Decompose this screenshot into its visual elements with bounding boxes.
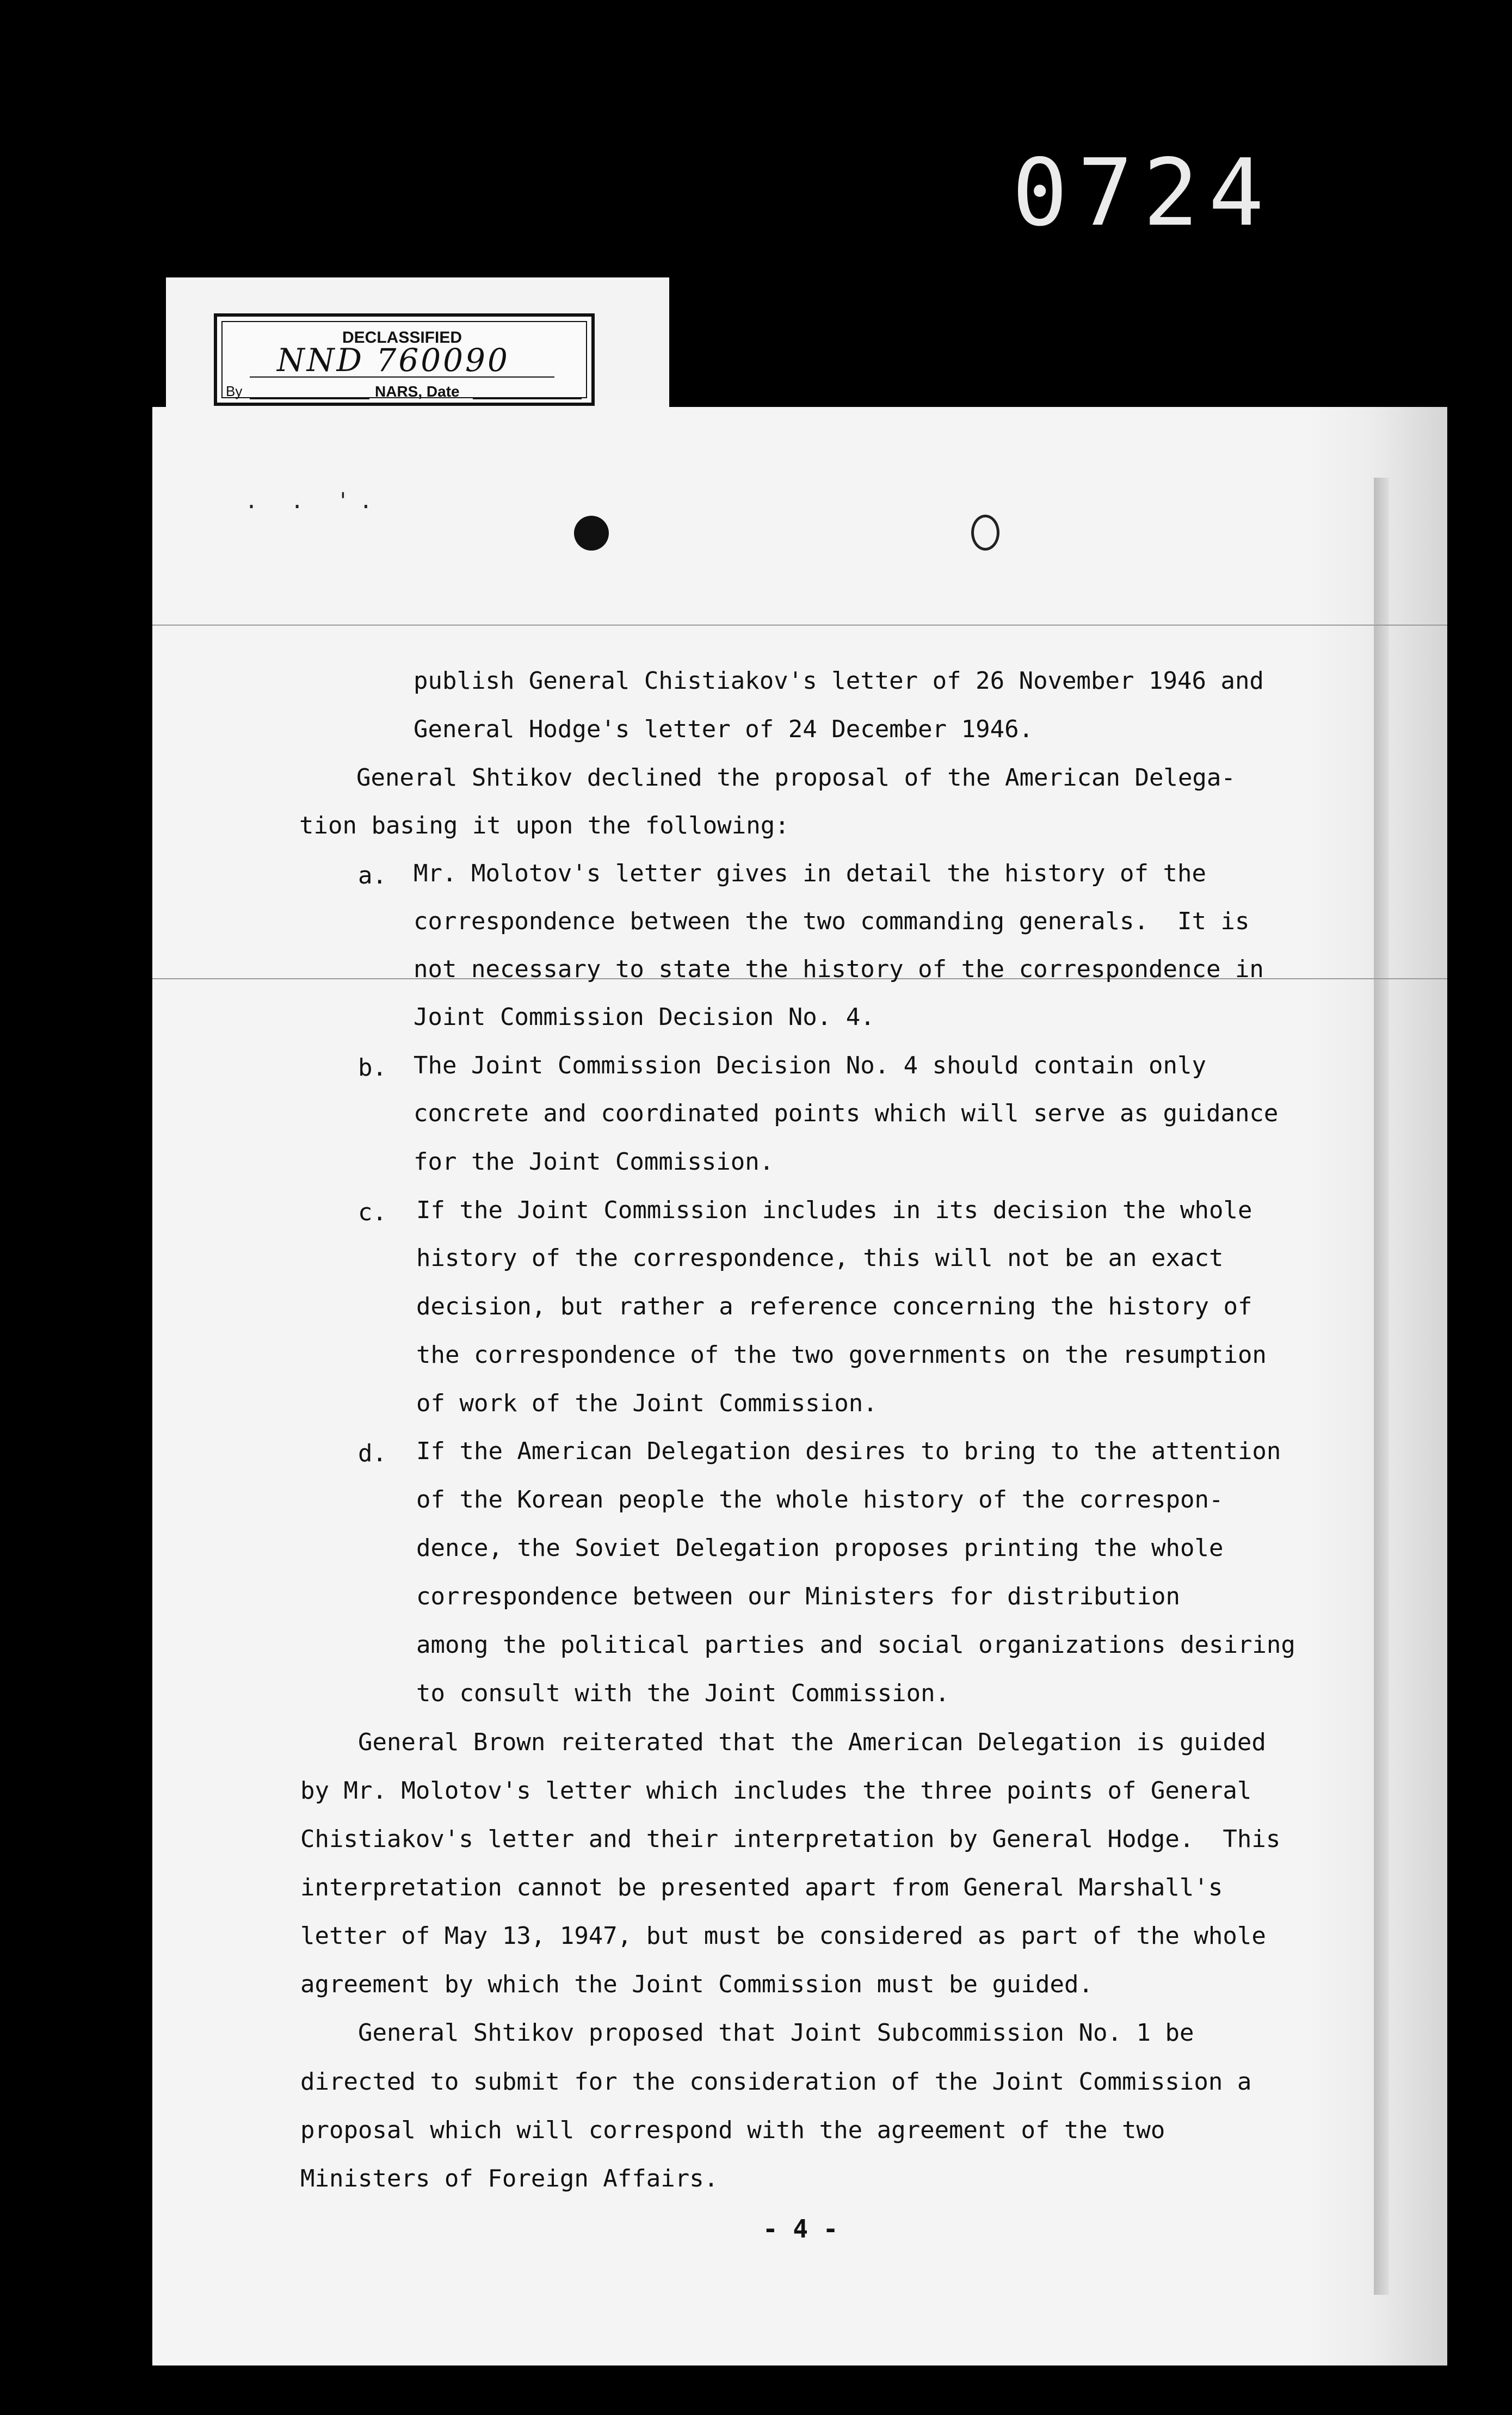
list-label-b: b.	[358, 1054, 387, 1082]
text-line: correspondence between our Ministers for distribution	[416, 1583, 1180, 1610]
stamp-nars-date-label: NARS, Date	[375, 383, 460, 400]
text-line: General Brown reiterated that the American Delegation is guided	[358, 1728, 1266, 1756]
punch-hole-ring	[971, 515, 999, 551]
text-line: The Joint Commission Decision No. 4 should contain only	[414, 1052, 1206, 1079]
text-line: of the Korean people the whole history of the correspon-	[416, 1486, 1224, 1514]
punch-hole	[574, 516, 609, 551]
text-line: to consult with the Joint Commission.	[416, 1679, 950, 1707]
list-label-a: a.	[358, 862, 387, 890]
text-line: letter of May 13, 1947, but must be considered as part of the whole	[300, 1922, 1266, 1950]
text-line: If the Joint Commission includes in its decision the whole	[416, 1196, 1252, 1224]
text-line: publish General Chistiakov's letter of 26 November 1946 and	[414, 667, 1264, 695]
stamp-by-label: By	[226, 383, 243, 399]
declassification-stamp-strip	[166, 277, 669, 419]
text-line: directed to submit for the consideration of the Joint Commission a	[300, 2068, 1252, 2096]
text-line: the correspondence of the two governments on the resumption	[416, 1341, 1267, 1369]
text-line: by Mr. Molotov's letter which includes the three points of General	[300, 1777, 1252, 1805]
text-line: of work of the Joint Commission.	[416, 1389, 878, 1417]
stamp-authority-number: NND 760090	[277, 342, 510, 379]
stamp-rule	[473, 398, 582, 399]
ink-specks: . . '.	[245, 489, 382, 514]
page-edge-shadow	[1374, 478, 1389, 2295]
document-page	[152, 407, 1447, 2365]
text-line: among the political parties and social organizations desiring	[416, 1631, 1295, 1659]
stamp-rule	[250, 398, 369, 399]
text-line: General Hodge's letter of 24 December 1946.	[414, 715, 1034, 743]
scan-crease-line	[152, 625, 1447, 626]
text-line: correspondence between the two commanding generals. It is	[414, 907, 1250, 935]
stamp-declassified-label: DECLASSIFIED	[342, 329, 462, 347]
declassification-stamp	[214, 313, 595, 406]
text-line: dence, the Soviet Delegation proposes printing the whole	[416, 1534, 1224, 1562]
text-line: General Shtikov proposed that Joint Subcommission No. 1 be	[358, 2019, 1194, 2047]
stamp-rule	[250, 376, 554, 378]
text-line: history of the correspondence, this will not be an exact	[416, 1244, 1224, 1272]
text-line: for the Joint Commission.	[414, 1148, 774, 1176]
text-line: Joint Commission Decision No. 4.	[414, 1003, 875, 1031]
text-line: Chistiakov's letter and their interpretation by General Hodge. This	[300, 1825, 1281, 1853]
text-line: decision, but rather a reference concerning the history of	[416, 1293, 1252, 1320]
text-line: tion basing it upon the following:	[299, 812, 789, 839]
text-line: Mr. Molotov's letter gives in detail the history of the	[414, 860, 1206, 887]
text-line: concrete and coordinated points which will serve as guidance	[414, 1100, 1279, 1127]
text-line: interpretation cannot be presented apart from General Marshall's	[300, 1874, 1223, 1901]
text-line: agreement by which the Joint Commission must be guided.	[300, 1971, 1093, 1998]
frame-number: 0724	[1012, 139, 1274, 247]
text-line: proposal which will correspond with the agreement of the two	[300, 2116, 1165, 2144]
text-line: not necessary to state the history of the correspondence in	[414, 955, 1264, 983]
list-label-d: d.	[358, 1440, 387, 1467]
text-line: General Shtikov declined the proposal of the American Delega-	[356, 764, 1236, 792]
page-number: - 4 -	[763, 2214, 838, 2244]
text-line: If the American Delegation desires to bring to the attention	[416, 1437, 1281, 1465]
list-label-c: c.	[358, 1199, 387, 1226]
text-line: Ministers of Foreign Affairs.	[300, 2165, 719, 2192]
